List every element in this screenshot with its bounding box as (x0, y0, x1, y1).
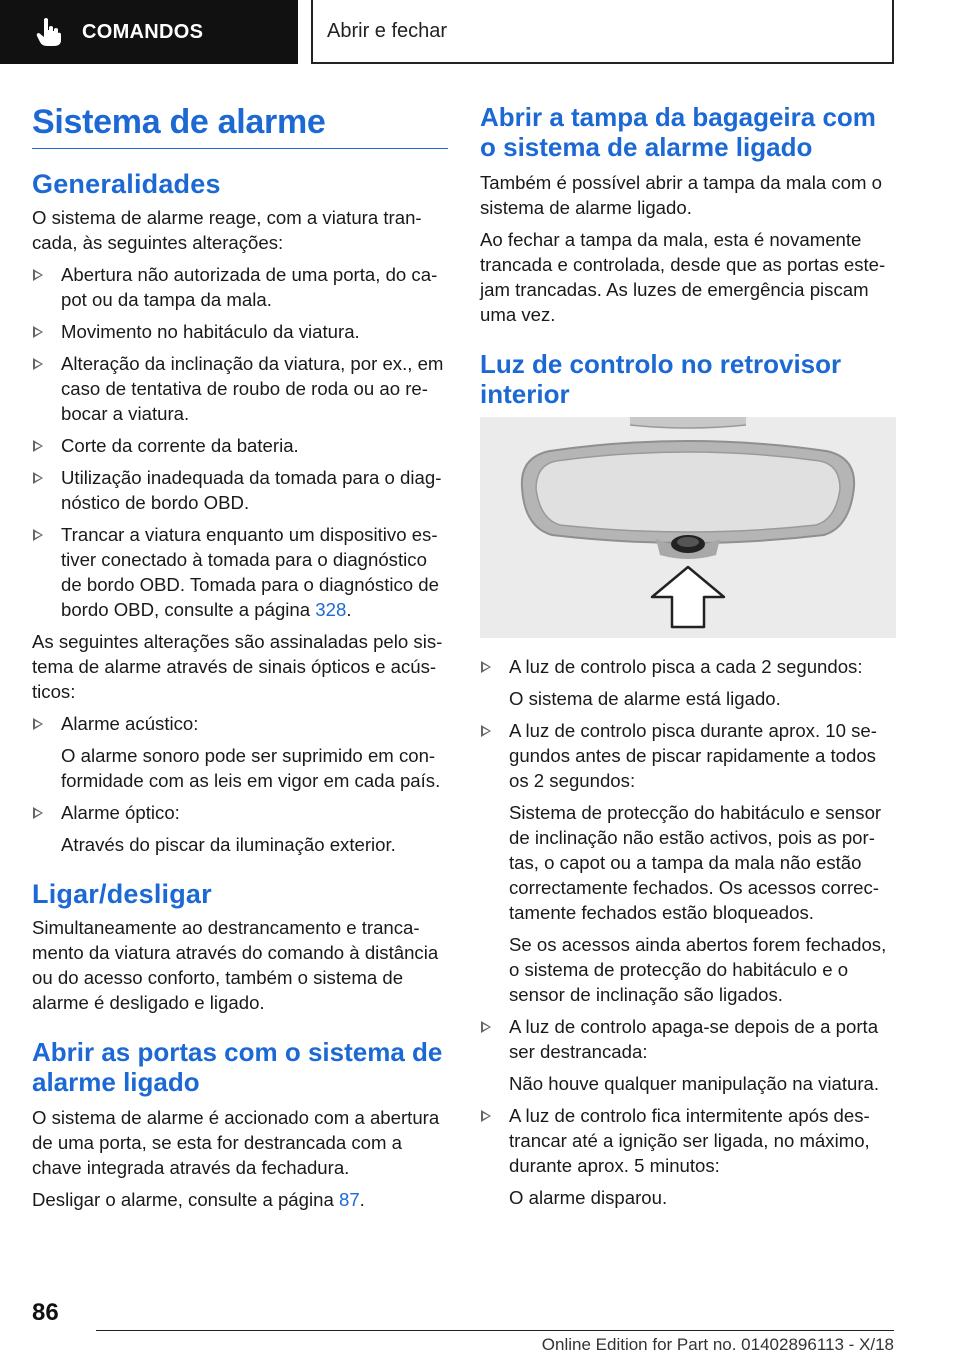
bullet-triangle-icon (33, 807, 43, 819)
heading-luz-controlo: Luz de controlo no retrovisor interior (480, 349, 842, 409)
luz-controlo-list (480, 654, 896, 1210)
title-rule (32, 148, 448, 149)
generalidades-intro: O sistema de alarme reage, com a viatura trancada, às seguintes alterações: (32, 207, 422, 253)
bullet-triangle-icon (33, 269, 43, 281)
list-item: Alteração da inclinação da viatura, por ex., em caso de tentativa de roubo de roda ou ao rebocar a viatura. (32, 351, 448, 426)
heading-tampa-bagageira: Abrir a tampa da bagageira com o sistema de alarme ligado (480, 102, 876, 162)
bullet-triangle-icon (33, 529, 43, 541)
list-item: A luz de controlo apaga-se depois de a porta ser destrancada: Não houve qualquer manipulação na viatura. (480, 1014, 896, 1096)
bullet-triangle-icon (481, 661, 491, 673)
bullet-triangle-icon (33, 472, 43, 484)
bullet-triangle-icon (33, 440, 43, 452)
heading-generalidades: Generalidades (32, 169, 221, 199)
footer-rule (96, 1330, 894, 1331)
bullet-triangle-icon (481, 725, 491, 737)
bullet-triangle-icon (33, 718, 43, 730)
section-label: COMANDOS (82, 20, 204, 43)
page-link-328[interactable]: 328 (315, 599, 347, 620)
bullet-triangle-icon (33, 358, 43, 370)
bullet-triangle-icon (481, 1110, 491, 1122)
alteracoes-list (32, 262, 448, 622)
page-header (0, 0, 960, 66)
heading-abrir-portas: Abrir as portas com o sistema de alarme ligado (32, 1037, 443, 1097)
edition-note: Online Edition for Part no. 01402896113 - X/18 (541, 1335, 894, 1354)
tampa-p2: Ao fechar a tampa da mala, esta é novamente trancada e controlada, desde que as portas estejam trancadas. As luzes de emergência piscam uma vez. (480, 229, 886, 325)
heading-ligar-desligar: Ligar/desligar (32, 879, 212, 909)
list-item: Alarme óptico: Através do piscar da iluminação exterior. (32, 800, 448, 857)
right-column (480, 102, 896, 1217)
bullet-triangle-icon (33, 326, 43, 338)
page-title: Sistema de alarme (32, 103, 326, 141)
chapter-label: Abrir e fechar (327, 19, 448, 42)
list-item: A luz de controlo pisca durante aprox. 10 segundos antes de piscar rapidamente a todos os 2 segundos: Sistema de protecção do habitáculo e sensor de inclinação não estão activos, pois as portas, o capot ou a tampa da mala não estão correctamente fechados. Os acessos correctamente fechados estão bloqueados. Se os acessos ainda abertos forem fechados, o sistema de protecção do habitáculo e o sensor de inclinação são ligados. (480, 718, 896, 1007)
page-link-87[interactable]: 87 (338, 1189, 360, 1210)
section-tab[interactable] (0, 0, 298, 64)
list-item: Alarme acústico: O alarme sonoro pode ser suprimido em conformidade com as leis em vigor em cada país. (32, 711, 448, 793)
bullet-triangle-icon (481, 1021, 491, 1033)
list-item: Utilização inadequada da tomada para o diagnóstico de bordo OBD. (32, 465, 448, 515)
hand-pointing-icon (36, 17, 62, 47)
list-item: Movimento no habitáculo da viatura. (32, 319, 448, 344)
page-number: 86 (32, 1299, 59, 1326)
signals-intro: As seguintes alterações são assinaladas pelo sistema de alarme através de sinais ópticos e acústicos: (32, 631, 443, 702)
list-item: A luz de controlo pisca a cada 2 segundos: O sistema de alarme está ligado. (480, 654, 896, 711)
list-item: A luz de controlo fica intermitente após destrancar até a ignição ser ligada, no máximo, durante aprox. 5 minutos: O alarme disparou. (480, 1103, 896, 1210)
desligar-alarme-text: Desligar o alarme, consulte a página 87. (32, 1189, 365, 1210)
ligar-text: Simultaneamente ao destrancamento e trancamento da viatura através do comando à distância ou do acesso conforto, também o sistema de alarme é desligado e ligado. (32, 917, 439, 1013)
signals-list (32, 711, 448, 857)
rearview-mirror-illustration (480, 417, 896, 638)
list-item: Abertura não autorizada de uma porta, do capot ou da tampa da mala. (32, 262, 448, 312)
list-item: Trancar a viatura enquanto um dispositivo estiver conectado à tomada para o diagnóstico de bordo OBD. Tomada para o diagnóstico de bordo OBD, consulte a página 328. (32, 522, 448, 622)
list-item: Corte da corrente da bateria. (32, 433, 448, 458)
abrir-portas-text: O sistema de alarme é accionado com a abertura de uma porta, se esta for destrancada com a chave integrada através da fechadura. (32, 1107, 440, 1178)
chapter-tab[interactable] (311, 0, 894, 64)
left-column (32, 100, 448, 1219)
tampa-p1: Também é possível abrir a tampa da mala com o sistema de alarme ligado. (480, 172, 883, 218)
